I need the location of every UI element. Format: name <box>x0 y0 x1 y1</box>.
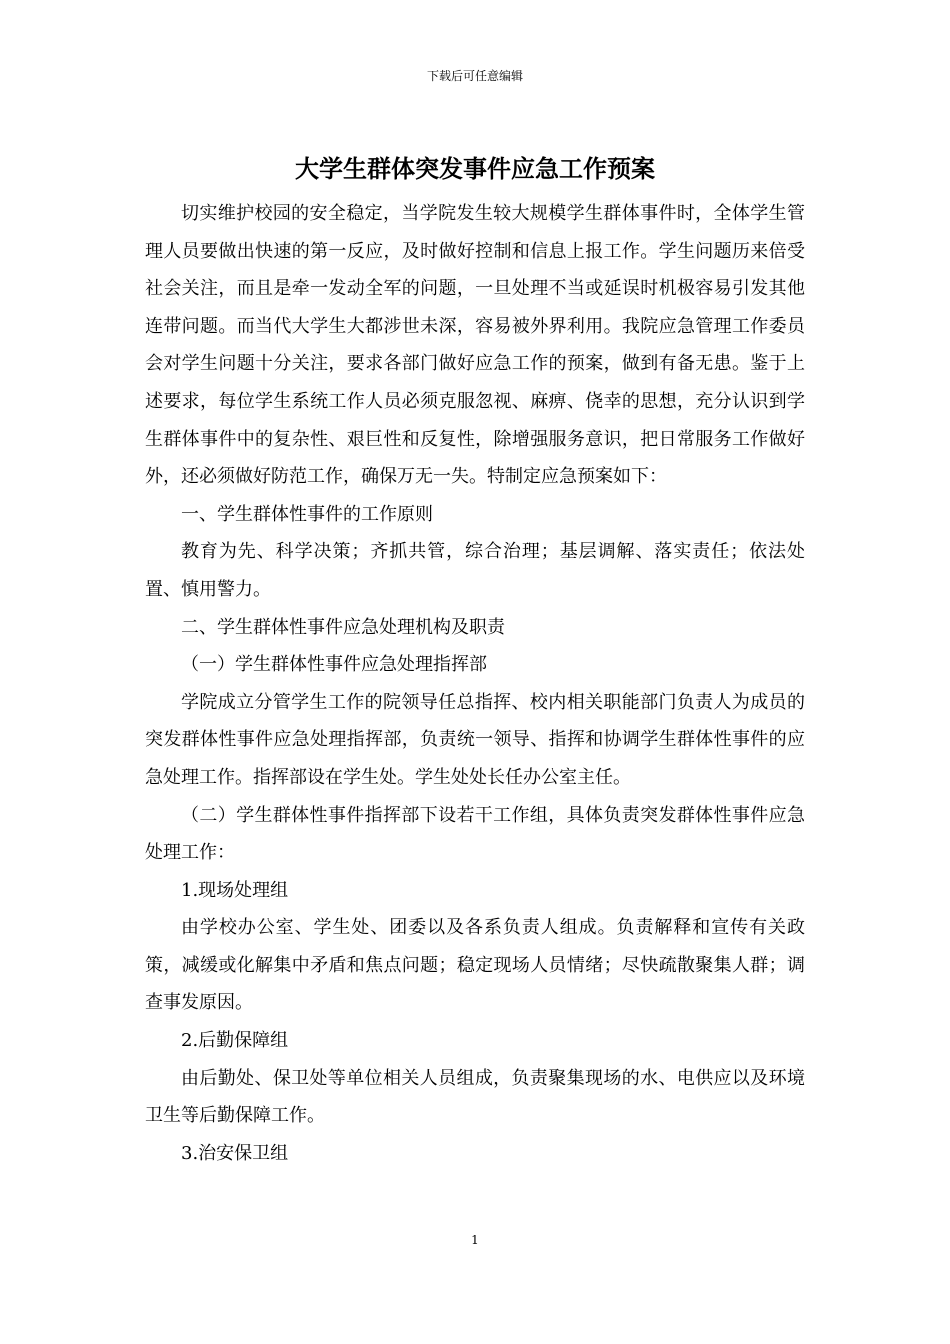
subsection-heading-workgroups: （二）学生群体性事件指挥部下设若干工作组，具体负责突发群体性事件应急处理工作： <box>145 804 805 864</box>
subsection-heading-command: （一）学生群体性事件应急处理指挥部 <box>181 654 487 676</box>
paragraph-onsite: 由学校办公室、学生处、团委以及各系负责人组成。负责解释和宣传有关政策，减缓或化解集中矛盾和焦点问题；稳定现场人员情绪；尽快疏散聚集人群；调查事发原因。 <box>145 917 805 1014</box>
page-number: 1 <box>471 1233 479 1247</box>
header-note: 下载后可任意编辑 <box>426 69 523 83</box>
document-title: 大学生群体突发事件应急工作预案 <box>295 155 655 183</box>
paragraph-intro: 切实维护校园的安全稳定，当学院发生较大规模学生群体事件时，全体学生管理人员要做出快速的第一反应，及时做好控制和信息上报工作。学生问题历来倍受社会关注，而且是牵一发动全军的问题，一旦处理不当或延误时机极容易引发其他连带问题。而当代大学生大都涉世未深，容易被外界利用。我院应急管理工作委员会对学生问题十分关注，要求各部门做好应急工作的预案，做到有备无患。鉴于上述要求，每位学生系统工作人员必须克服忽视、麻痹、侥幸的思想，充分认识到学生群体事件中的复杂性、艰巨性和反复性，除增强服务意识，把日常服务工作做好外，还必须做好防范工作，确保万无一失。特制定应急预案如下： <box>145 203 805 488</box>
paragraph-command: 学院成立分管学生工作的院领导任总指挥、校内相关职能部门负责人为成员的突发群体性事件应急处理指挥部，负责统一领导、指挥和协调学生群体性事件的应急处理工作。指挥部设在学生处。学生处处长任办公室主任。 <box>145 691 805 788</box>
paragraph-logistics: 由后勤处、保卫处等单位相关人员组成，负责聚集现场的水、电供应以及环境卫生等后勤保障工作。 <box>145 1067 805 1127</box>
section-heading-principles: 一、学生群体性事件的工作原则 <box>181 503 433 525</box>
item-heading-onsite: 1.现场处理组 <box>181 879 289 901</box>
section-heading-organization: 二、学生群体性事件应急处理机构及职责 <box>181 616 505 638</box>
item-heading-logistics: 2.后勤保障组 <box>181 1030 289 1052</box>
paragraph-principles: 教育为先、科学决策；齐抓共管，综合治理；基层调解、落实责任；依法处置、慎用警力。 <box>145 541 805 600</box>
document-body <box>145 195 805 1172</box>
item-heading-security: 3.治安保卫组 <box>181 1142 289 1164</box>
